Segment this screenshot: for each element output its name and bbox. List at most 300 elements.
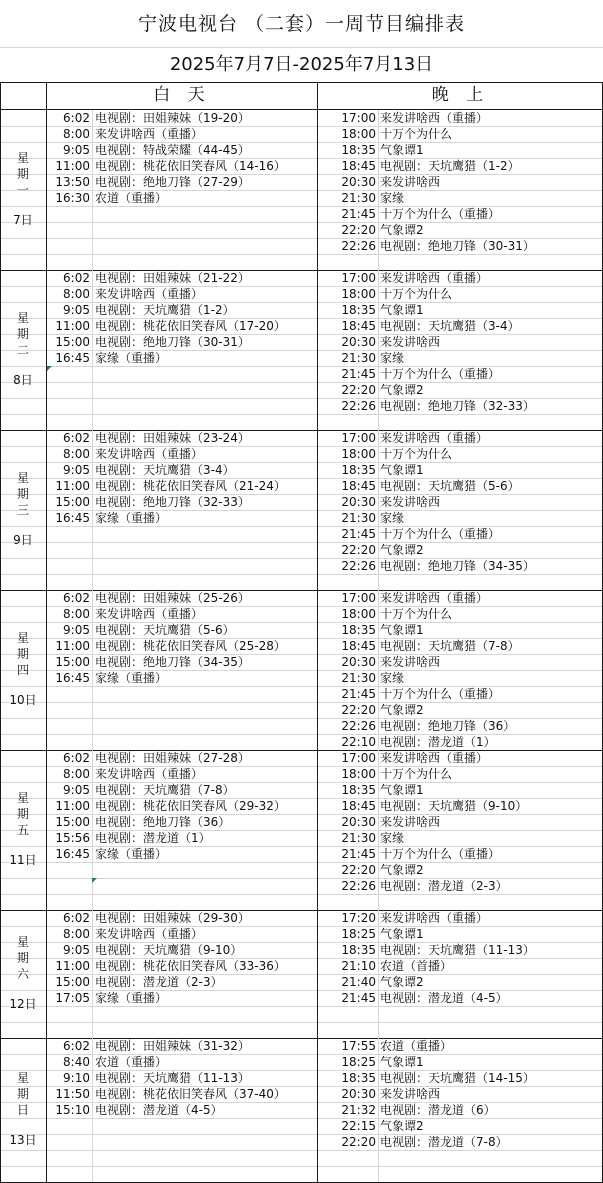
program-time: 17:00 — [341, 111, 376, 125]
program-title: 电视剧：天坑鹰猎（11-13） — [380, 943, 535, 957]
day-date: 9日 — [13, 533, 33, 547]
evening-program-row — [0, 190, 603, 206]
program-title: 电视剧：潜龙道（4-5） — [95, 1103, 223, 1117]
program-title: 农道（首播） — [380, 959, 453, 973]
program-title: 电视剧：田姐辣妹（21-22） — [95, 271, 250, 285]
program-time: 6:02 — [63, 911, 90, 925]
program-title: 气象谭2 — [380, 703, 424, 717]
program-time: 22:26 — [341, 399, 376, 413]
program-title: 电视剧：桃花依旧笑春风（33-36） — [95, 959, 286, 973]
table-top-border — [0, 82, 603, 83]
program-title: 气象谭1 — [380, 303, 424, 317]
program-title: 电视剧：天坑鹰猎（11-13） — [95, 1071, 250, 1085]
program-title: 电视剧：田姐辣妹（19-20） — [95, 111, 250, 125]
time-divider — [378, 110, 379, 1182]
program-title: 农道（重播） — [380, 1039, 453, 1053]
program-time: 16:45 — [55, 351, 90, 365]
program-time: 15:00 — [55, 335, 90, 349]
program-title: 电视剧：绝地刀锋（32-33） — [95, 495, 250, 509]
weekday-char: 期 — [16, 487, 29, 501]
evening-program-row — [0, 958, 603, 974]
evening-program-row — [0, 158, 603, 174]
evening-program-row — [0, 558, 603, 574]
page-title: 宁波电视台 （二套）一周节目编排表 — [137, 13, 466, 35]
evening-program-row — [0, 686, 603, 702]
program-time: 11:00 — [55, 799, 90, 813]
program-title: 来发讲啥西（重播） — [95, 607, 204, 621]
evening-program-row — [0, 590, 603, 606]
program-title: 来发讲啥西（重播） — [380, 911, 489, 925]
program-time: 18:00 — [341, 127, 376, 141]
program-time: 18:45 — [341, 159, 376, 173]
program-time: 8:00 — [63, 447, 90, 461]
day-date: 12日 — [9, 997, 37, 1011]
program-title: 电视剧：桃花依旧笑春风（29-32） — [95, 799, 286, 813]
program-title: 气象谭2 — [380, 975, 424, 989]
evening-program-row — [0, 1134, 603, 1150]
program-title: 来发讲啥西（重播） — [380, 591, 489, 605]
program-title: 电视剧：田姐辣妹（29-30） — [95, 911, 250, 925]
weekday-char: 三 — [16, 503, 29, 517]
program-time: 6:02 — [63, 751, 90, 765]
program-title: 家缘 — [380, 191, 405, 205]
program-time: 9:05 — [63, 463, 90, 477]
program-title: 电视剧：天坑鹰猎（9-10） — [380, 799, 528, 813]
evening-program-row — [0, 814, 603, 830]
daytime-column-header: 白 天 — [153, 85, 211, 105]
program-time: 21:45 — [341, 687, 376, 701]
day-date: 10日 — [9, 693, 37, 707]
program-time: 22:26 — [341, 719, 376, 733]
program-title: 电视剧：天坑鹰猎（14-15） — [380, 1071, 535, 1085]
program-time: 22:20 — [341, 383, 376, 397]
program-title: 十万个为什么 — [380, 767, 453, 781]
program-time: 17:00 — [341, 751, 376, 765]
program-title: 电视剧：田姐辣妹（27-28） — [95, 751, 250, 765]
program-title: 来发讲啥西（重播） — [95, 287, 204, 301]
program-title: 家缘 — [380, 671, 405, 685]
evening-program-row — [0, 606, 603, 622]
program-time: 15:00 — [55, 815, 90, 829]
program-time: 21:30 — [341, 511, 376, 525]
program-time: 8:00 — [63, 927, 90, 941]
evening-program-row — [0, 734, 603, 750]
program-title: 电视剧：绝地刀锋（34-35） — [95, 655, 250, 669]
time-divider — [92, 110, 93, 1182]
evening-program-row — [0, 430, 603, 446]
program-time: 8:00 — [63, 127, 90, 141]
evening-program-row — [0, 1086, 603, 1102]
table-left-border — [0, 82, 1, 1182]
program-time: 22:20 — [341, 863, 376, 877]
evening-program-row — [0, 1038, 603, 1054]
program-time: 21:45 — [341, 207, 376, 221]
program-title: 来发讲啥西（重播） — [380, 111, 489, 125]
program-time: 22:20 — [341, 543, 376, 557]
program-title: 十万个为什么（重播） — [380, 527, 501, 541]
program-title: 电视剧：天坑鹰猎（3-4） — [380, 319, 520, 333]
cell-comment-marker — [92, 878, 97, 883]
program-time: 17:00 — [341, 431, 376, 445]
program-time: 11:50 — [55, 1087, 90, 1101]
evening-program-row — [0, 318, 603, 334]
program-time: 6:02 — [63, 431, 90, 445]
program-title: 电视剧：绝地刀锋（36） — [95, 815, 231, 829]
evening-program-row — [0, 334, 603, 350]
program-time: 21:40 — [341, 975, 376, 989]
program-time: 21:45 — [341, 991, 376, 1005]
program-time: 22:10 — [341, 735, 376, 749]
evening-program-row — [0, 206, 603, 222]
program-time: 18:00 — [341, 447, 376, 461]
program-title: 电视剧：潜龙道（4-5） — [380, 991, 508, 1005]
program-title: 电视剧：潜龙道（6） — [380, 1103, 496, 1117]
evening-program-row — [0, 638, 603, 654]
program-time: 21:45 — [341, 367, 376, 381]
program-time: 9:05 — [63, 783, 90, 797]
program-title: 家缘（重播） — [95, 847, 168, 861]
program-time: 21:32 — [341, 1103, 376, 1117]
evening-program-row — [0, 782, 603, 798]
program-title: 来发讲啥西（重播） — [95, 767, 204, 781]
program-title: 电视剧：绝地刀锋（30-31） — [95, 335, 250, 349]
evening-program-row — [0, 1102, 603, 1118]
program-title: 十万个为什么（重播） — [380, 367, 501, 381]
weekday-char: 星 — [16, 151, 29, 165]
evening-program-row — [0, 494, 603, 510]
evening-program-row — [0, 478, 603, 494]
evening-program-row — [0, 286, 603, 302]
evening-program-row — [0, 766, 603, 782]
program-title: 气象谭1 — [380, 783, 424, 797]
program-title: 气象谭2 — [380, 223, 424, 237]
evening-program-row — [0, 846, 603, 862]
evening-program-row — [0, 942, 603, 958]
weekday-char: 星 — [16, 1071, 29, 1085]
program-time: 20:30 — [341, 1087, 376, 1101]
program-time: 21:30 — [341, 191, 376, 205]
program-time: 9:05 — [63, 623, 90, 637]
program-time: 20:30 — [341, 175, 376, 189]
program-time: 22:15 — [341, 1119, 376, 1133]
program-title: 来发讲啥西 — [380, 335, 441, 349]
program-title: 电视剧：桃花依旧笑春风（21-24） — [95, 479, 286, 493]
program-title: 家缘（重播） — [95, 351, 168, 365]
weekday-char: 期 — [16, 951, 29, 965]
program-time: 22:26 — [341, 559, 376, 573]
program-time: 20:30 — [341, 815, 376, 829]
program-title: 来发讲啥西（重播） — [380, 751, 489, 765]
program-time: 18:00 — [341, 607, 376, 621]
row-gridline — [0, 1166, 603, 1167]
program-title: 电视剧：天坑鹰猎（3-4） — [95, 463, 235, 477]
program-title: 电视剧：绝地刀锋（36） — [380, 719, 516, 733]
weekday-char: 星 — [16, 311, 29, 325]
program-title: 农道（重播） — [95, 1055, 168, 1069]
row-gridline — [0, 574, 603, 575]
program-time: 18:35 — [341, 943, 376, 957]
evening-program-row — [0, 350, 603, 366]
weekday-char: 星 — [16, 935, 29, 949]
program-title: 来发讲啥西（重播） — [380, 271, 489, 285]
column-divider — [46, 82, 47, 1182]
program-title: 电视剧：潜龙道（1） — [380, 735, 496, 749]
program-time: 21:30 — [341, 351, 376, 365]
program-time: 22:20 — [341, 223, 376, 237]
program-title: 气象谭2 — [380, 383, 424, 397]
program-title: 电视剧：桃花依旧笑春风（37-40） — [95, 1087, 286, 1101]
day-date: 13日 — [9, 1133, 37, 1147]
row-gridline — [0, 894, 603, 895]
program-title: 电视剧：潜龙道（2-3） — [380, 879, 508, 893]
program-time: 21:30 — [341, 671, 376, 685]
evening-program-row — [0, 222, 603, 238]
program-title: 十万个为什么（重播） — [380, 207, 501, 221]
weekday-char: 期 — [16, 167, 29, 181]
date-range: 2025年7月7日-2025年7月13日 — [169, 54, 434, 75]
program-title: 气象谭2 — [380, 863, 424, 877]
program-time: 22:20 — [341, 1135, 376, 1149]
weekday-char: 星 — [16, 791, 29, 805]
program-title: 来发讲啥西（重播） — [95, 927, 204, 941]
evening-program-row — [0, 750, 603, 766]
program-time: 11:00 — [55, 319, 90, 333]
program-title: 家缘 — [380, 351, 405, 365]
program-time: 18:25 — [341, 927, 376, 941]
program-time: 8:00 — [63, 607, 90, 621]
program-title: 气象谭1 — [380, 927, 424, 941]
evening-program-row — [0, 542, 603, 558]
program-title: 来发讲啥西（重播） — [95, 127, 204, 141]
weekday-char: 星 — [16, 471, 29, 485]
program-time: 16:45 — [55, 511, 90, 525]
program-time: 6:02 — [63, 271, 90, 285]
program-title: 电视剧：天坑鹰猎（1-2） — [380, 159, 520, 173]
program-time: 21:45 — [341, 527, 376, 541]
program-title: 电视剧：潜龙道（7-8） — [380, 1135, 508, 1149]
program-time: 9:10 — [63, 1071, 90, 1085]
program-title: 十万个为什么 — [380, 127, 453, 141]
weekday-char: 日 — [16, 1103, 29, 1117]
program-title: 电视剧：桃花依旧笑春风（14-16） — [95, 159, 286, 173]
program-title: 电视剧：田姐辣妹（25-26） — [95, 591, 250, 605]
program-title: 来发讲啥西 — [380, 1087, 441, 1101]
evening-program-row — [0, 110, 603, 126]
program-time: 8:00 — [63, 767, 90, 781]
program-title: 电视剧：天坑鹰猎（7-8） — [380, 639, 520, 653]
program-title: 电视剧：特战荣耀（44-45） — [95, 143, 250, 157]
program-time: 18:00 — [341, 287, 376, 301]
program-title: 十万个为什么 — [380, 447, 453, 461]
program-time: 8:00 — [63, 287, 90, 301]
program-title: 电视剧：绝地刀锋（34-35） — [380, 559, 535, 573]
program-title: 电视剧：潜龙道（2-3） — [95, 975, 223, 989]
program-time: 21:10 — [341, 959, 376, 973]
weekday-char: 四 — [16, 663, 29, 677]
program-title: 来发讲啥西 — [380, 495, 441, 509]
program-time: 18:45 — [341, 799, 376, 813]
program-title: 来发讲啥西 — [380, 175, 441, 189]
program-time: 18:35 — [341, 1071, 376, 1085]
program-title: 电视剧：桃花依旧笑春风（17-20） — [95, 319, 286, 333]
evening-program-row — [0, 718, 603, 734]
program-title: 电视剧：天坑鹰猎（5-6） — [95, 623, 235, 637]
evening-program-row — [0, 622, 603, 638]
evening-column-header: 晚 上 — [431, 85, 490, 105]
program-title: 气象谭2 — [380, 543, 424, 557]
evening-program-row — [0, 142, 603, 158]
program-title: 家缘 — [380, 831, 405, 845]
program-time: 16:45 — [55, 671, 90, 685]
evening-program-row — [0, 510, 603, 526]
evening-program-row — [0, 1118, 603, 1134]
row-gridline — [0, 414, 603, 415]
weekday-char: 二 — [16, 343, 29, 357]
evening-program-row — [0, 878, 603, 894]
evening-program-row — [0, 926, 603, 942]
evening-program-row — [0, 270, 603, 286]
day-date: 7日 — [13, 213, 33, 227]
program-title: 电视剧：天坑鹰猎（1-2） — [95, 303, 235, 317]
evening-program-row — [0, 1054, 603, 1070]
program-time: 21:45 — [341, 847, 376, 861]
evening-program-row — [0, 398, 603, 414]
program-time: 11:00 — [55, 479, 90, 493]
program-time: 18:35 — [341, 463, 376, 477]
evening-program-row — [0, 366, 603, 382]
weekday-char: 期 — [16, 647, 29, 661]
weekday-char: 期 — [16, 807, 29, 821]
program-time: 8:40 — [63, 1055, 90, 1069]
program-time: 22:26 — [341, 239, 376, 253]
program-time: 15:00 — [55, 975, 90, 989]
program-title: 电视剧：桃花依旧笑春风（25-28） — [95, 639, 286, 653]
evening-program-row — [0, 462, 603, 478]
program-time: 6:02 — [63, 591, 90, 605]
program-title: 家缘（重播） — [95, 511, 168, 525]
evening-program-row — [0, 830, 603, 846]
program-title: 电视剧：绝地刀锋（32-33） — [380, 399, 535, 413]
evening-program-row — [0, 974, 603, 990]
program-title: 气象谭1 — [380, 1055, 424, 1069]
program-title: 气象谭1 — [380, 463, 424, 477]
evening-program-row — [0, 910, 603, 926]
day-date: 11日 — [9, 853, 37, 867]
column-divider — [317, 82, 318, 1182]
program-time: 18:35 — [341, 143, 376, 157]
program-time: 18:45 — [341, 639, 376, 653]
program-time: 15:56 — [55, 831, 90, 845]
program-title: 来发讲啥西（重播） — [380, 431, 489, 445]
evening-program-row — [0, 862, 603, 878]
program-title: 家缘（重播） — [95, 671, 168, 685]
program-title: 十万个为什么（重播） — [380, 687, 501, 701]
evening-program-row — [0, 174, 603, 190]
program-title: 十万个为什么 — [380, 287, 453, 301]
program-title: 电视剧：天坑鹰猎（5-6） — [380, 479, 520, 493]
program-title: 电视剧：田姐辣妹（31-32） — [95, 1039, 250, 1053]
program-time: 17:00 — [341, 591, 376, 605]
program-time: 6:02 — [63, 1039, 90, 1053]
evening-program-row — [0, 702, 603, 718]
program-time: 11:00 — [55, 639, 90, 653]
program-time: 18:35 — [341, 783, 376, 797]
program-time: 9:05 — [63, 943, 90, 957]
program-title: 电视剧：天坑鹰猎（7-8） — [95, 783, 235, 797]
program-title: 气象谭2 — [380, 1119, 424, 1133]
program-time: 18:25 — [341, 1055, 376, 1069]
program-time: 17:00 — [341, 271, 376, 285]
program-time: 20:30 — [341, 335, 376, 349]
program-time: 18:45 — [341, 479, 376, 493]
weekday-char: 期 — [16, 1087, 29, 1101]
gridline — [0, 47, 603, 48]
weekday-char: 星 — [16, 631, 29, 645]
evening-program-row — [0, 126, 603, 142]
weekday-char: 期 — [16, 327, 29, 341]
program-time: 13:50 — [55, 175, 90, 189]
program-title: 电视剧：田姐辣妹（23-24） — [95, 431, 250, 445]
program-time: 18:35 — [341, 623, 376, 637]
program-title: 电视剧：潜龙道（1） — [95, 831, 211, 845]
row-gridline — [0, 254, 603, 255]
weekday-char: 五 — [16, 823, 29, 837]
program-time: 18:45 — [341, 319, 376, 333]
program-time: 17:05 — [55, 991, 90, 1005]
program-time: 21:30 — [341, 831, 376, 845]
evening-program-row — [0, 382, 603, 398]
program-title: 气象谭1 — [380, 143, 424, 157]
program-title: 来发讲啥西 — [380, 815, 441, 829]
evening-program-row — [0, 654, 603, 670]
program-time: 15:00 — [55, 655, 90, 669]
program-title: 农道（重播） — [95, 191, 168, 205]
program-time: 18:35 — [341, 303, 376, 317]
program-time: 6:02 — [63, 111, 90, 125]
row-gridline — [0, 1150, 603, 1151]
program-title: 家缘 — [380, 511, 405, 525]
evening-program-row — [0, 526, 603, 542]
program-time: 17:55 — [341, 1039, 376, 1053]
program-time: 16:45 — [55, 847, 90, 861]
day-date: 8日 — [13, 373, 33, 387]
evening-program-row — [0, 670, 603, 686]
evening-program-row — [0, 238, 603, 254]
evening-program-row — [0, 798, 603, 814]
program-title: 电视剧：天坑鹰猎（9-10） — [95, 943, 243, 957]
program-time: 15:10 — [55, 1103, 90, 1117]
program-title: 电视剧：绝地刀锋（30-31） — [380, 239, 535, 253]
program-time: 18:00 — [341, 767, 376, 781]
evening-program-row — [0, 1070, 603, 1086]
cell-comment-marker — [47, 366, 52, 371]
weekday-char: 一 — [16, 183, 29, 197]
weekday-char: 六 — [16, 967, 29, 981]
evening-program-row — [0, 302, 603, 318]
program-time: 20:30 — [341, 495, 376, 509]
evening-program-row — [0, 990, 603, 1006]
evening-program-row — [0, 446, 603, 462]
program-time: 11:00 — [55, 959, 90, 973]
program-title: 十万个为什么 — [380, 607, 453, 621]
program-title: 十万个为什么（重播） — [380, 847, 501, 861]
program-time: 9:05 — [63, 303, 90, 317]
program-time: 22:20 — [341, 703, 376, 717]
program-title: 电视剧：绝地刀锋（27-29） — [95, 175, 250, 189]
program-title: 来发讲啥西 — [380, 655, 441, 669]
program-title: 家缘（重播） — [95, 991, 168, 1005]
program-time: 16:30 — [55, 191, 90, 205]
